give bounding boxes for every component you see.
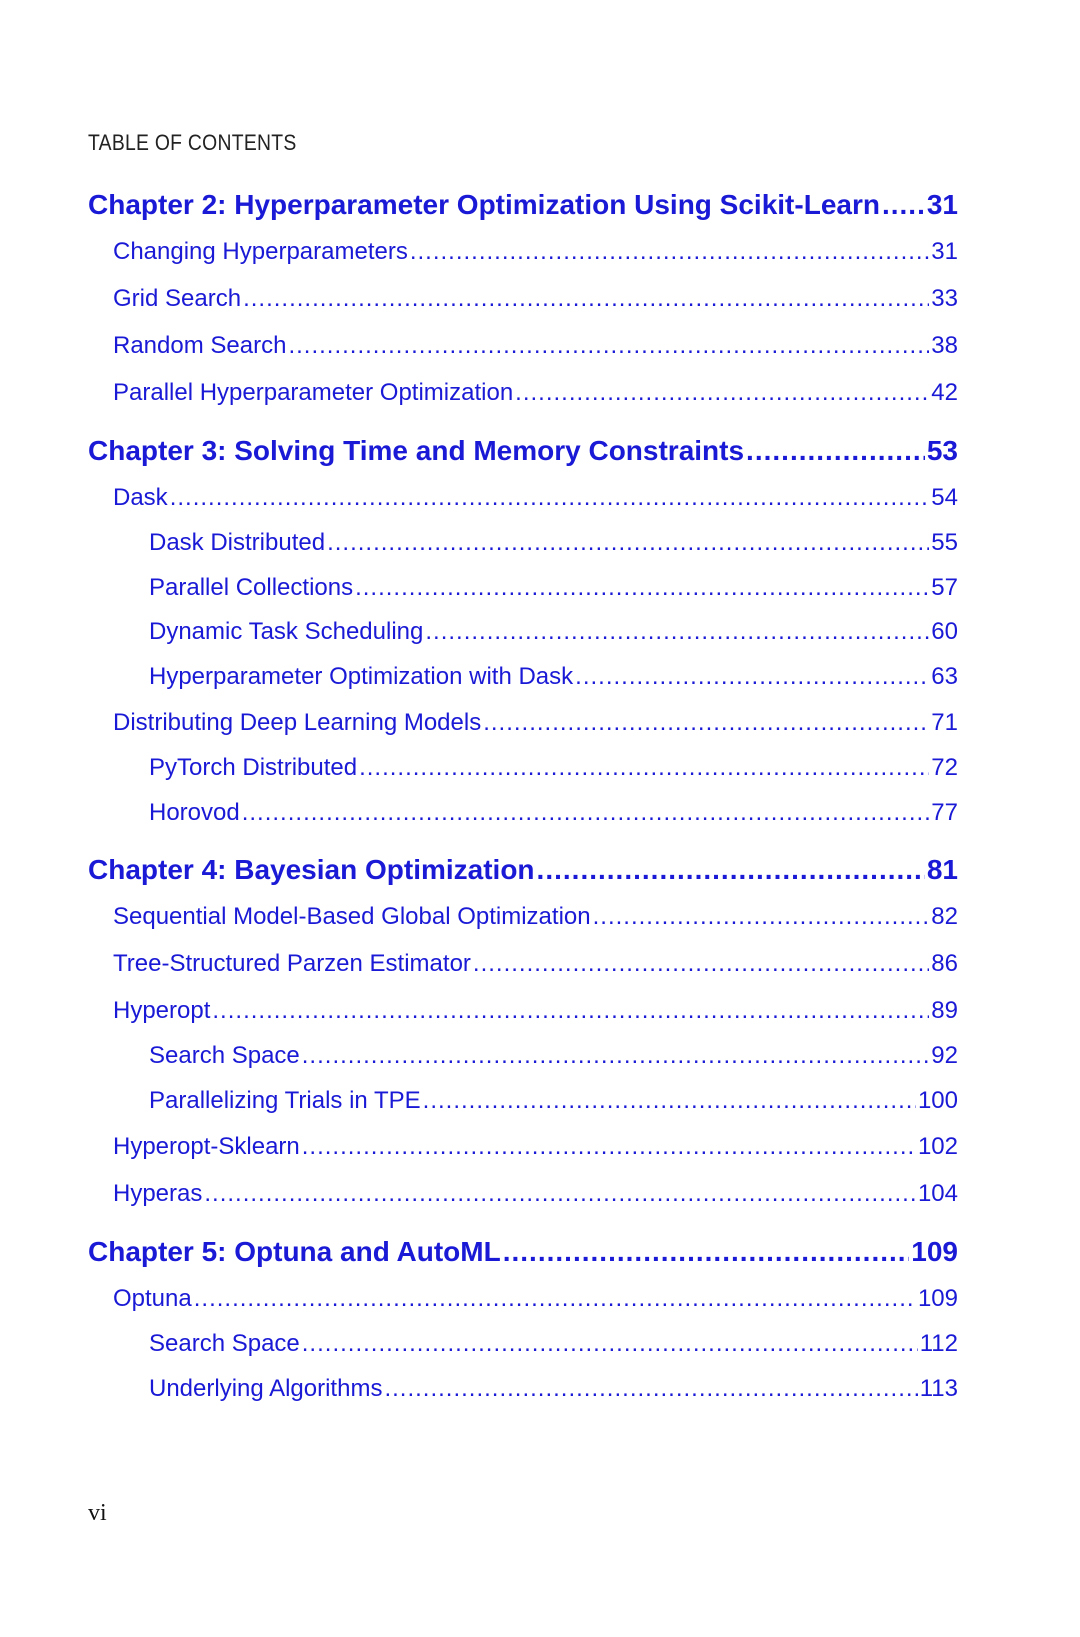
toc-entry-page: 42 xyxy=(931,379,958,406)
dot-leader xyxy=(384,1367,917,1412)
toc-entry-title: Chapter 2: Hyperparameter Optimization Using Scikit-Learn xyxy=(88,189,880,220)
toc-entry-page: 72 xyxy=(931,754,958,781)
toc-entry-page: 33 xyxy=(931,285,958,312)
toc-section-entry[interactable] xyxy=(88,655,958,700)
dot-leader xyxy=(288,322,929,369)
toc-section-entry[interactable] xyxy=(88,987,958,1034)
toc-entry-title: Search Space xyxy=(149,1330,300,1357)
dot-leader xyxy=(575,655,929,700)
toc-entry-page: 112 xyxy=(919,1330,958,1357)
toc-entry-title: Search Space xyxy=(149,1042,300,1069)
toc-entry-title: Distributing Deep Learning Models xyxy=(113,709,482,736)
toc-entry-title: Tree-Structured Parzen Estimator xyxy=(113,950,471,977)
toc-section-entry[interactable] xyxy=(88,1123,958,1170)
page-folio: vi xyxy=(88,1500,107,1526)
toc-section-entry[interactable] xyxy=(88,275,958,322)
table-of-contents xyxy=(88,182,958,1411)
toc-entry-title: Optuna xyxy=(113,1285,192,1312)
toc-entry-page: 71 xyxy=(931,709,958,736)
dot-leader xyxy=(423,1079,916,1124)
dot-leader xyxy=(483,699,929,746)
dot-leader xyxy=(882,182,925,228)
dot-leader xyxy=(515,369,929,416)
toc-chapter-entry[interactable] xyxy=(88,182,958,228)
toc-section-entry[interactable] xyxy=(88,610,958,655)
dot-leader xyxy=(537,847,925,893)
dot-leader xyxy=(425,610,929,655)
toc-entry-title: Random Search xyxy=(113,332,287,359)
toc-entry-page: 54 xyxy=(931,484,958,511)
toc-section-entry[interactable] xyxy=(88,521,958,566)
toc-entry-title: Dynamic Task Scheduling xyxy=(149,618,424,645)
toc-section-entry[interactable] xyxy=(88,746,958,791)
toc-entry-page: 81 xyxy=(926,854,958,885)
dot-leader xyxy=(170,474,930,521)
toc-section-entry[interactable] xyxy=(88,474,958,521)
dot-leader xyxy=(242,791,930,836)
toc-entry-title: Parallelizing Trials in TPE xyxy=(149,1086,421,1114)
dot-leader xyxy=(359,746,929,791)
toc-entry-title: Horovod xyxy=(149,798,240,826)
toc-section-entry[interactable] xyxy=(88,1079,958,1124)
dot-leader xyxy=(302,1034,930,1079)
toc-entry-page: 89 xyxy=(931,997,958,1024)
toc-entry-page: 60 xyxy=(931,618,958,645)
toc-section-entry[interactable] xyxy=(88,893,958,940)
toc-entry-page: 102 xyxy=(917,1133,958,1160)
toc-entry-page: 82 xyxy=(931,903,958,930)
toc-section-entry[interactable] xyxy=(88,1170,958,1217)
toc-entry-title: Changing Hyperparameters xyxy=(113,238,408,265)
toc-entry-title: Hyperas xyxy=(113,1180,203,1207)
running-head: TABLE OF CONTENTS xyxy=(88,130,297,155)
toc-section-entry[interactable] xyxy=(88,791,958,836)
toc-entry-page: 57 xyxy=(931,573,958,601)
dot-leader xyxy=(243,275,929,322)
dot-leader xyxy=(473,940,929,987)
dot-leader xyxy=(302,1322,918,1367)
toc-entry-title: Chapter 5: Optuna and AutoML xyxy=(88,1236,501,1267)
toc-entry-page: 100 xyxy=(917,1086,958,1114)
toc-section-entry[interactable] xyxy=(88,566,958,611)
dot-leader xyxy=(746,428,925,474)
toc-entry-page: 77 xyxy=(931,798,958,826)
toc-entry-page: 109 xyxy=(911,1236,958,1267)
toc-entry-page: 109 xyxy=(917,1285,958,1312)
toc-entry-page: 63 xyxy=(931,662,958,690)
toc-entry-page: 31 xyxy=(931,238,958,265)
dot-leader xyxy=(302,1123,916,1170)
toc-entry-title: Dask Distributed xyxy=(149,529,326,556)
toc-section-entry[interactable] xyxy=(88,1275,958,1322)
dot-leader xyxy=(593,893,930,940)
toc-chapter-entry[interactable] xyxy=(88,1229,958,1275)
toc-chapter-entry[interactable] xyxy=(88,847,958,893)
toc-entry-title: Chapter 3: Solving Time and Memory Constraints xyxy=(88,435,745,466)
dot-leader xyxy=(355,566,929,611)
dot-leader xyxy=(194,1275,916,1322)
toc-entry-title: Sequential Model-Based Global Optimization xyxy=(113,903,591,930)
toc-chapter-entry[interactable] xyxy=(88,428,958,474)
toc-section-entry[interactable] xyxy=(88,322,958,369)
toc-entry-page: 38 xyxy=(931,332,958,359)
toc-entry-title: Dask xyxy=(113,484,168,511)
toc-entry-page: 31 xyxy=(926,189,958,220)
toc-entry-page: 113 xyxy=(919,1374,958,1402)
toc-entry-title: Chapter 4: Bayesian Optimization xyxy=(88,854,535,885)
toc-entry-page: 92 xyxy=(931,1042,958,1069)
toc-section-entry[interactable] xyxy=(88,228,958,275)
toc-entry-page: 55 xyxy=(931,529,958,556)
toc-entry-title: PyTorch Distributed xyxy=(149,754,358,781)
toc-entry-page: 53 xyxy=(926,435,958,466)
toc-entry-title: Grid Search xyxy=(113,285,242,312)
toc-entry-title: Hyperopt xyxy=(113,997,211,1024)
toc-entry-title: Hyperparameter Optimization with Dask xyxy=(149,662,574,690)
toc-entry-page: 86 xyxy=(931,950,958,977)
toc-section-entry[interactable] xyxy=(88,1034,958,1079)
toc-entry-title: Parallel Collections xyxy=(149,573,354,601)
toc-section-entry[interactable] xyxy=(88,1367,958,1412)
toc-entry-title: Hyperopt-Sklearn xyxy=(113,1133,300,1160)
toc-section-entry[interactable] xyxy=(88,940,958,987)
dot-leader xyxy=(410,228,929,275)
dot-leader xyxy=(212,987,929,1034)
toc-entry-page: 104 xyxy=(917,1180,958,1207)
toc-entry-title: Underlying Algorithms xyxy=(149,1374,383,1402)
toc-entry-title: Parallel Hyperparameter Optimization xyxy=(113,379,514,406)
dot-leader xyxy=(503,1229,910,1275)
toc-section-entry[interactable] xyxy=(88,1322,958,1367)
toc-section-entry[interactable] xyxy=(88,369,958,416)
dot-leader xyxy=(327,521,929,566)
dot-leader xyxy=(204,1170,916,1217)
toc-section-entry[interactable] xyxy=(88,699,958,746)
